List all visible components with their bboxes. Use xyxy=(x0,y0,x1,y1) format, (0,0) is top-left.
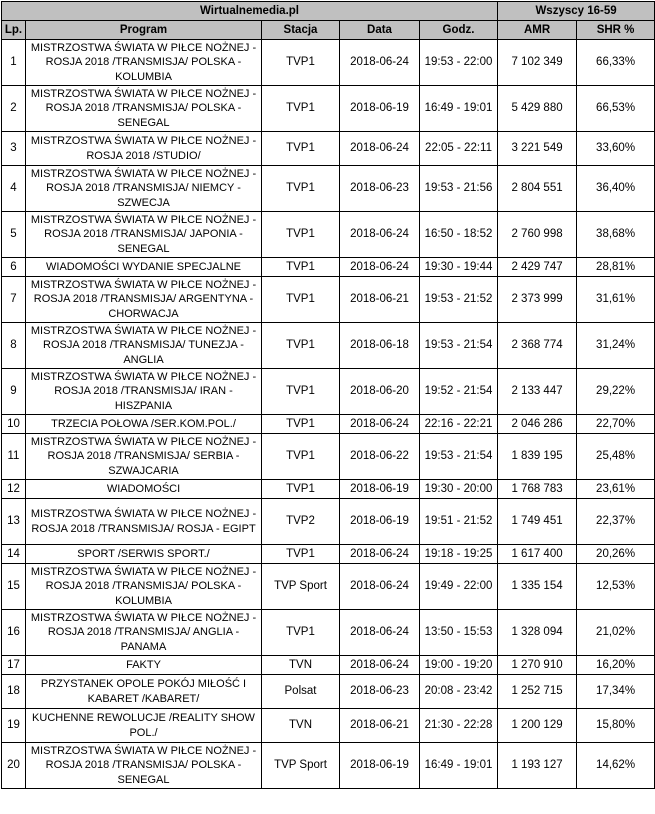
cell-program: KUCHENNE REWOLUCJE /REALITY SHOW POL./ xyxy=(26,709,262,743)
cell-stacja: TVP1 xyxy=(262,434,340,480)
col-header-godz: Godz. xyxy=(420,21,498,40)
cell-godz: 16:49 - 19:01 xyxy=(420,743,498,789)
cell-shr: 20,26% xyxy=(577,545,655,564)
cell-godz: 19:53 - 21:54 xyxy=(420,434,498,480)
cell-program: MISTRZOSTWA ŚWIATA W PIŁCE NOŻNEJ - ROSJA 2018 /TRANSMISJA/ POLSKA - KOLUMBIA xyxy=(26,40,262,86)
cell-stacja: TVP1 xyxy=(262,545,340,564)
cell-shr: 17,34% xyxy=(577,675,655,709)
cell-lp: 15 xyxy=(2,564,26,610)
cell-godz: 19:53 - 21:52 xyxy=(420,277,498,323)
cell-amr: 1 193 127 xyxy=(498,743,577,789)
cell-data: 2018-06-24 xyxy=(340,610,420,656)
cell-data: 2018-06-23 xyxy=(340,675,420,709)
cell-amr: 2 760 998 xyxy=(498,212,577,258)
cell-data: 2018-06-24 xyxy=(340,40,420,86)
table-row xyxy=(2,709,655,743)
cell-amr: 2 368 774 xyxy=(498,323,577,369)
cell-lp: 2 xyxy=(2,86,26,132)
cell-program: WIADOMOŚCI WYDANIE SPECJALNE xyxy=(26,258,262,277)
table-row xyxy=(2,434,655,480)
cell-godz: 19:30 - 20:00 xyxy=(420,480,498,499)
cell-amr: 2 804 551 xyxy=(498,166,577,212)
cell-stacja: TVP1 xyxy=(262,132,340,166)
target-group-header: Wszyscy 16-59 xyxy=(498,2,655,21)
cell-lp: 6 xyxy=(2,258,26,277)
cell-amr: 1 839 195 xyxy=(498,434,577,480)
cell-data: 2018-06-24 xyxy=(340,132,420,166)
cell-stacja: TVP1 xyxy=(262,277,340,323)
cell-godz: 20:08 - 23:42 xyxy=(420,675,498,709)
cell-amr: 1 335 154 xyxy=(498,564,577,610)
cell-stacja: TVP Sport xyxy=(262,564,340,610)
cell-data: 2018-06-19 xyxy=(340,499,420,545)
cell-stacja: TVN xyxy=(262,709,340,743)
table-row xyxy=(2,480,655,499)
cell-stacja: TVP1 xyxy=(262,480,340,499)
ratings-table xyxy=(1,1,655,789)
col-header-shr: SHR % xyxy=(577,21,655,40)
cell-program: SPORT /SERWIS SPORT./ xyxy=(26,545,262,564)
table-row xyxy=(2,369,655,415)
source-header: Wirtualnemedia.pl xyxy=(2,2,498,21)
cell-data: 2018-06-24 xyxy=(340,212,420,258)
cell-amr: 1 200 129 xyxy=(498,709,577,743)
cell-stacja: TVP1 xyxy=(262,415,340,434)
cell-amr: 5 429 880 xyxy=(498,86,577,132)
cell-amr: 7 102 349 xyxy=(498,40,577,86)
cell-data: 2018-06-21 xyxy=(340,277,420,323)
cell-godz: 22:16 - 22:21 xyxy=(420,415,498,434)
cell-lp: 3 xyxy=(2,132,26,166)
cell-program: MISTRZOSTWA ŚWIATA W PIŁCE NOŻNEJ - ROSJA 2018 /TRANSMISJA/ IRAN - HISZPANIA xyxy=(26,369,262,415)
cell-data: 2018-06-22 xyxy=(340,434,420,480)
cell-program: PRZYSTANEK OPOLE POKÓJ MIŁOŚĆ I KABARET /KABARET/ xyxy=(26,675,262,709)
cell-shr: 36,40% xyxy=(577,166,655,212)
cell-stacja: TVN xyxy=(262,656,340,675)
table-row xyxy=(2,86,655,132)
cell-stacja: TVP1 xyxy=(262,610,340,656)
cell-shr: 28,81% xyxy=(577,258,655,277)
cell-shr: 66,33% xyxy=(577,40,655,86)
cell-program: MISTRZOSTWA ŚWIATA W PIŁCE NOŻNEJ - ROSJA 2018 /TRANSMISJA/ NIEMCY - SZWECJA xyxy=(26,166,262,212)
col-header-amr: AMR xyxy=(498,21,577,40)
cell-shr: 21,02% xyxy=(577,610,655,656)
cell-amr: 1 617 400 xyxy=(498,545,577,564)
cell-lp: 12 xyxy=(2,480,26,499)
cell-amr: 1 252 715 xyxy=(498,675,577,709)
cell-shr: 22,37% xyxy=(577,499,655,545)
cell-lp: 17 xyxy=(2,656,26,675)
cell-program: MISTRZOSTWA ŚWIATA W PIŁCE NOŻNEJ - ROSJA 2018 /TRANSMISJA/ JAPONIA - SENEGAL xyxy=(26,212,262,258)
cell-godz: 19:30 - 19:44 xyxy=(420,258,498,277)
table-row xyxy=(2,132,655,166)
cell-lp: 9 xyxy=(2,369,26,415)
cell-stacja: TVP1 xyxy=(262,369,340,415)
cell-amr: 1 768 783 xyxy=(498,480,577,499)
cell-data: 2018-06-19 xyxy=(340,480,420,499)
cell-lp: 8 xyxy=(2,323,26,369)
cell-stacja: Polsat xyxy=(262,675,340,709)
cell-program: MISTRZOSTWA ŚWIATA W PIŁCE NOŻNEJ - ROSJA 2018 /TRANSMISJA/ ARGENTYNA - CHORWACJA xyxy=(26,277,262,323)
cell-godz: 22:05 - 22:11 xyxy=(420,132,498,166)
cell-program: MISTRZOSTWA ŚWIATA W PIŁCE NOŻNEJ - ROSJA 2018 /STUDIO/ xyxy=(26,132,262,166)
table-row xyxy=(2,743,655,789)
cell-lp: 20 xyxy=(2,743,26,789)
cell-program: MISTRZOSTWA ŚWIATA W PIŁCE NOŻNEJ - ROSJA 2018 /TRANSMISJA/ TUNEZJA - ANGLIA xyxy=(26,323,262,369)
table-row xyxy=(2,166,655,212)
cell-shr: 38,68% xyxy=(577,212,655,258)
cell-godz: 19:49 - 22:00 xyxy=(420,564,498,610)
cell-godz: 16:49 - 19:01 xyxy=(420,86,498,132)
cell-shr: 66,53% xyxy=(577,86,655,132)
cell-amr: 2 373 999 xyxy=(498,277,577,323)
cell-stacja: TVP2 xyxy=(262,499,340,545)
cell-lp: 5 xyxy=(2,212,26,258)
cell-shr: 22,70% xyxy=(577,415,655,434)
cell-shr: 23,61% xyxy=(577,480,655,499)
cell-data: 2018-06-24 xyxy=(340,564,420,610)
cell-program: MISTRZOSTWA ŚWIATA W PIŁCE NOŻNEJ - ROSJA 2018 /TRANSMISJA/ ROSJA - EGIPT xyxy=(26,499,262,545)
table-row xyxy=(2,258,655,277)
cell-shr: 12,53% xyxy=(577,564,655,610)
cell-program: TRZECIA POŁOWA /SER.KOM.POL./ xyxy=(26,415,262,434)
cell-data: 2018-06-19 xyxy=(340,743,420,789)
cell-data: 2018-06-24 xyxy=(340,656,420,675)
cell-shr: 31,24% xyxy=(577,323,655,369)
cell-amr: 1 328 094 xyxy=(498,610,577,656)
cell-amr: 3 221 549 xyxy=(498,132,577,166)
cell-lp: 7 xyxy=(2,277,26,323)
cell-stacja: TVP1 xyxy=(262,258,340,277)
cell-lp: 4 xyxy=(2,166,26,212)
cell-data: 2018-06-21 xyxy=(340,709,420,743)
cell-data: 2018-06-20 xyxy=(340,369,420,415)
cell-data: 2018-06-23 xyxy=(340,166,420,212)
cell-data: 2018-06-24 xyxy=(340,415,420,434)
header-row-top xyxy=(2,2,655,21)
cell-lp: 10 xyxy=(2,415,26,434)
cell-data: 2018-06-24 xyxy=(340,258,420,277)
cell-godz: 16:50 - 18:52 xyxy=(420,212,498,258)
cell-stacja: TVP1 xyxy=(262,86,340,132)
cell-amr: 1 270 910 xyxy=(498,656,577,675)
cell-amr: 2 046 286 xyxy=(498,415,577,434)
cell-data: 2018-06-18 xyxy=(340,323,420,369)
cell-program: FAKTY xyxy=(26,656,262,675)
cell-godz: 19:51 - 21:52 xyxy=(420,499,498,545)
cell-godz: 19:52 - 21:54 xyxy=(420,369,498,415)
cell-lp: 19 xyxy=(2,709,26,743)
table-row xyxy=(2,564,655,610)
cell-lp: 16 xyxy=(2,610,26,656)
cell-amr: 2 133 447 xyxy=(498,369,577,415)
cell-lp: 18 xyxy=(2,675,26,709)
table-row xyxy=(2,675,655,709)
cell-shr: 16,20% xyxy=(577,656,655,675)
table-row xyxy=(2,277,655,323)
cell-stacja: TVP Sport xyxy=(262,743,340,789)
cell-data: 2018-06-19 xyxy=(340,86,420,132)
cell-godz: 19:53 - 21:56 xyxy=(420,166,498,212)
cell-shr: 31,61% xyxy=(577,277,655,323)
table-row xyxy=(2,415,655,434)
cell-program: MISTRZOSTWA ŚWIATA W PIŁCE NOŻNEJ - ROSJA 2018 /TRANSMISJA/ POLSKA - KOLUMBIA xyxy=(26,564,262,610)
table-row xyxy=(2,499,655,545)
table-row xyxy=(2,212,655,258)
cell-shr: 25,48% xyxy=(577,434,655,480)
cell-program: MISTRZOSTWA ŚWIATA W PIŁCE NOŻNEJ - ROSJA 2018 /TRANSMISJA/ POLSKA - SENEGAL xyxy=(26,743,262,789)
cell-godz: 19:18 - 19:25 xyxy=(420,545,498,564)
cell-program: MISTRZOSTWA ŚWIATA W PIŁCE NOŻNEJ - ROSJA 2018 /TRANSMISJA/ POLSKA - SENEGAL xyxy=(26,86,262,132)
table-row xyxy=(2,656,655,675)
col-header-program: Program xyxy=(26,21,262,40)
cell-shr: 29,22% xyxy=(577,369,655,415)
cell-godz: 13:50 - 15:53 xyxy=(420,610,498,656)
cell-godz: 19:53 - 22:00 xyxy=(420,40,498,86)
cell-godz: 19:00 - 19:20 xyxy=(420,656,498,675)
cell-data: 2018-06-24 xyxy=(340,545,420,564)
cell-program: MISTRZOSTWA ŚWIATA W PIŁCE NOŻNEJ - ROSJA 2018 /TRANSMISJA/ SERBIA - SZWAJCARIA xyxy=(26,434,262,480)
cell-godz: 21:30 - 22:28 xyxy=(420,709,498,743)
table-row xyxy=(2,40,655,86)
cell-program: WIADOMOŚCI xyxy=(26,480,262,499)
cell-lp: 13 xyxy=(2,499,26,545)
cell-lp: 11 xyxy=(2,434,26,480)
cell-amr: 1 749 451 xyxy=(498,499,577,545)
table-row xyxy=(2,610,655,656)
cell-stacja: TVP1 xyxy=(262,323,340,369)
cell-lp: 14 xyxy=(2,545,26,564)
col-header-data: Data xyxy=(340,21,420,40)
cell-shr: 14,62% xyxy=(577,743,655,789)
table-row xyxy=(2,323,655,369)
cell-godz: 19:53 - 21:54 xyxy=(420,323,498,369)
col-header-lp: Lp. xyxy=(2,21,26,40)
table-row xyxy=(2,545,655,564)
cell-lp: 1 xyxy=(2,40,26,86)
cell-stacja: TVP1 xyxy=(262,212,340,258)
header-row-columns xyxy=(2,21,655,40)
cell-shr: 33,60% xyxy=(577,132,655,166)
cell-stacja: TVP1 xyxy=(262,40,340,86)
col-header-stacja: Stacja xyxy=(262,21,340,40)
cell-amr: 2 429 747 xyxy=(498,258,577,277)
table-body xyxy=(2,40,655,789)
cell-program: MISTRZOSTWA ŚWIATA W PIŁCE NOŻNEJ - ROSJA 2018 /TRANSMISJA/ ANGLIA - PANAMA xyxy=(26,610,262,656)
cell-shr: 15,80% xyxy=(577,709,655,743)
cell-stacja: TVP1 xyxy=(262,166,340,212)
